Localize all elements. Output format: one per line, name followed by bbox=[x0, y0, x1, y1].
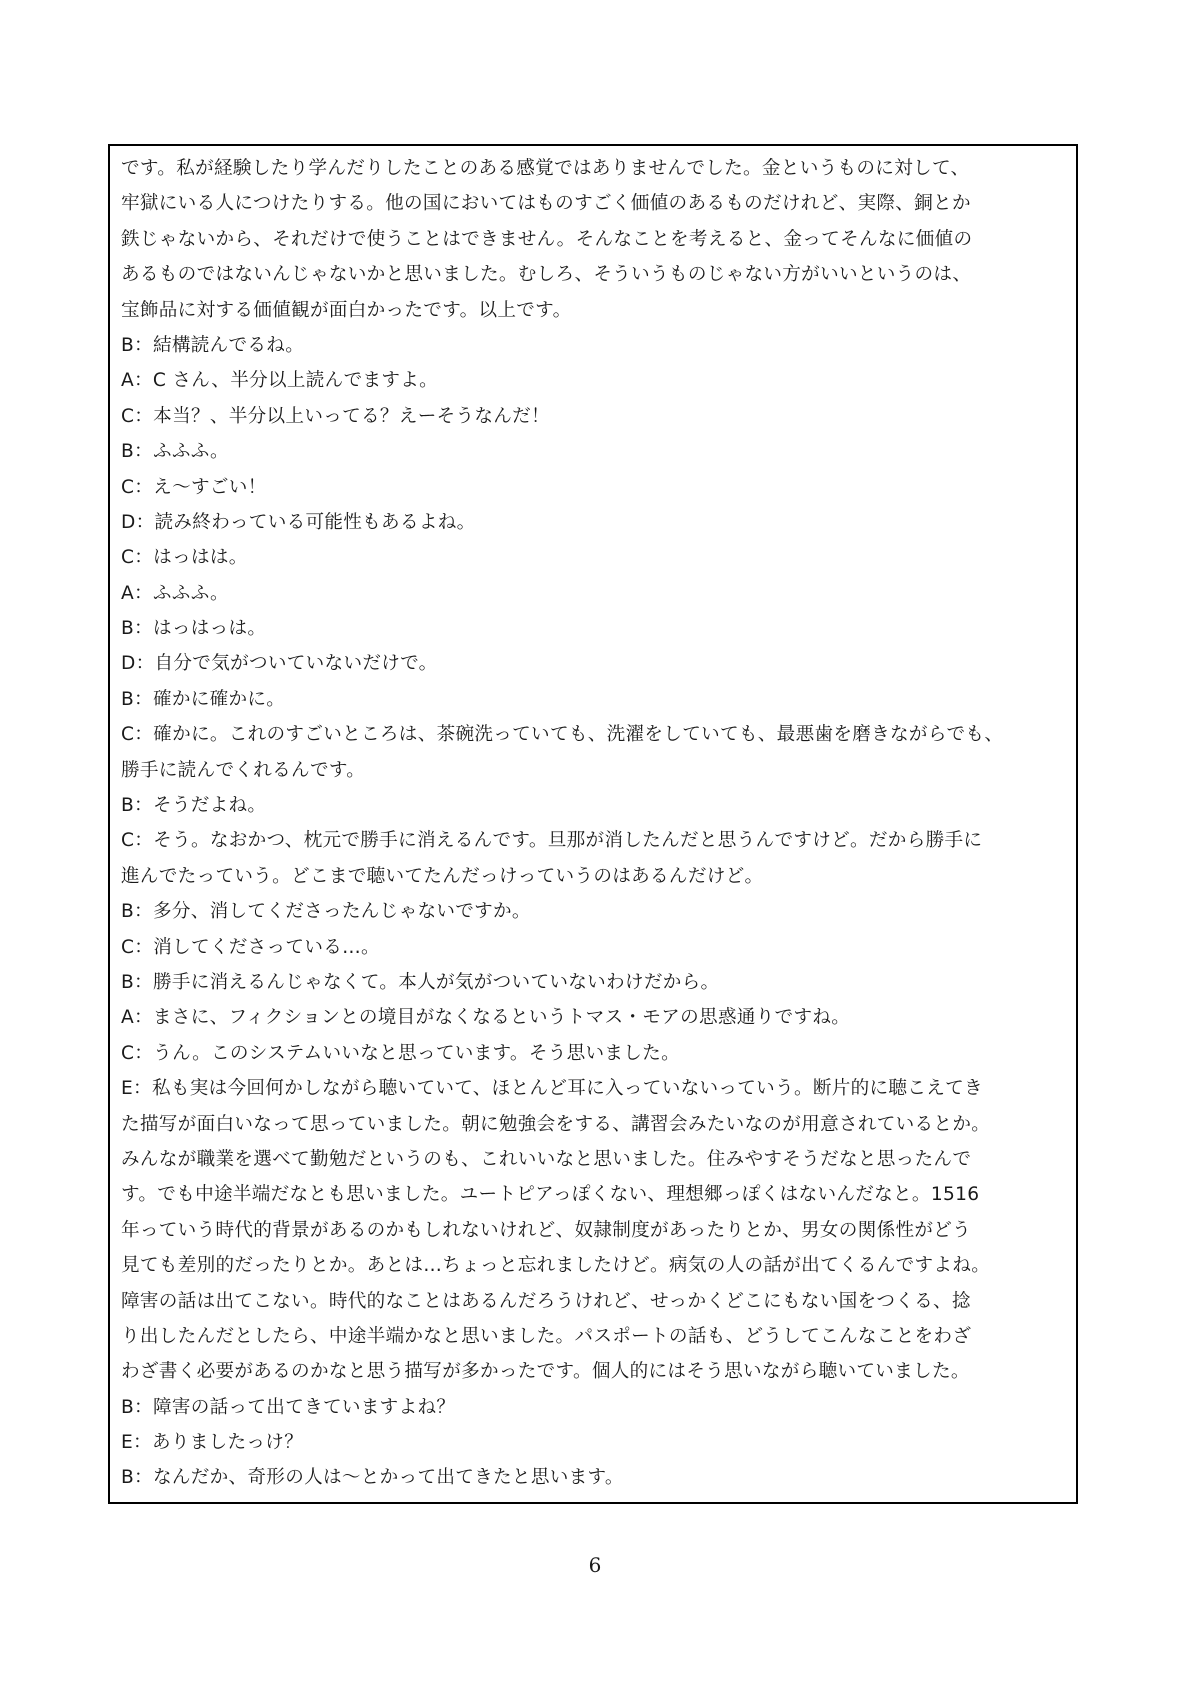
text-line: 鉄じゃないから、それだけで使うことはできません。そんなことを考えると、金ってそんなに価値の bbox=[121, 228, 973, 250]
text-line: B：確かに確かに。 bbox=[121, 688, 286, 710]
text-line: C：本当？、半分以上いってる？えーそうなんだ！ bbox=[121, 405, 550, 427]
text-line: た描写が面白いなって思っていました。朝に勉強会をする、講習会みたいなのが用意されているとか。 bbox=[121, 1113, 991, 1135]
text-line: B：はっはっは。 bbox=[121, 618, 267, 640]
text-line: E：ありましたっけ？ bbox=[121, 1432, 304, 1454]
text-line: 牢獄にいる人につけたりする。他の国においてはものすごく価値のあるものだけれど、実際、銅とか bbox=[121, 193, 971, 215]
text-line: わざ書く必要があるのかなと思う描写が多かったです。個人的にはそう思いながら聴いていました。 bbox=[121, 1361, 970, 1383]
text-line: 進んでたっていう。どこまで聴いてたんだっけっていうのはあるんだけど。 bbox=[121, 865, 764, 887]
text-line: B：障害の話って出てきていますよね？ bbox=[121, 1396, 456, 1418]
text-line: A：C さん、半分以上読んでますよ。 bbox=[121, 370, 439, 392]
text-line: A：まさに、フィクションとの境目がなくなるというトマス・モアの思惑通りですね。 bbox=[121, 1007, 851, 1029]
page-number: 6 bbox=[588, 1553, 602, 1577]
text-line: A：ふふふ。 bbox=[121, 582, 229, 604]
text-line: 宝飾品に対する価値観が面白かったです。以上です。 bbox=[121, 299, 572, 321]
text-line: C：消してくださっている…。 bbox=[121, 936, 380, 958]
text-line: D：自分で気がついていないだけで。 bbox=[121, 653, 438, 675]
text-line: B：多分、消してくださったんじゃないですか。 bbox=[121, 901, 531, 923]
text-line: みんなが職業を選べて勤勉だというのも、これいいなと思いました。住みやすそうだなと思ったんで bbox=[121, 1148, 972, 1170]
text-line: B：ふふふ。 bbox=[121, 441, 229, 463]
text-line: C：うん。このシステムいいなと思っています。そう思いました。 bbox=[121, 1042, 680, 1064]
text-line: B：結構読んでるね。 bbox=[121, 334, 305, 356]
text-line: B：なんだか、奇形の人は～とかって出てきたと思います。 bbox=[121, 1467, 624, 1489]
text-line: 見ても差別的だったりとか。あとは…ちょっと忘れましたけど。病気の人の話が出てくるんですよね。 bbox=[121, 1255, 991, 1277]
text-line: C：え～すごい！ bbox=[121, 476, 267, 498]
text-line: C：確かに。これのすごいところは、茶碗洗っていても、洗濯をしていても、最悪歯を磨きながらでも、 bbox=[121, 724, 1004, 746]
text-line: B：そうだよね。 bbox=[121, 795, 267, 817]
text-line: す。でも中途半端だなとも思いました。ユートピアっぽくない、理想郷っぽくはないんだなと。1516 bbox=[121, 1184, 980, 1206]
text-line: E：私も実は今回何かしながら聴いていて、ほとんど耳に入っていないっていう。断片的に聴こえてき bbox=[121, 1078, 983, 1100]
text-line: 年っていう時代的背景があるのかもしれないけれど、奴隷制度があったりとか、男女の関係性がどう bbox=[121, 1219, 972, 1241]
text-line: です。私が経験したり学んだりしたことのある感覚ではありませんでした。金というものに対して、 bbox=[121, 158, 970, 179]
text-line: り出したんだとしたら、中途半端かなと思いました。パスポートの話も、どうしてこんなことをわざ bbox=[121, 1325, 972, 1347]
text-line: あるものではないんじゃないかと思いました。むしろ、そういうものじゃない方がいいというのは、 bbox=[121, 264, 972, 286]
transcript-frame bbox=[108, 144, 1078, 1504]
text-line: C：そう。なおかつ、枕元で勝手に消えるんです。旦那が消したんだと思うんですけど。だから勝手に bbox=[121, 830, 983, 852]
text-line: C：はっはは。 bbox=[121, 547, 248, 569]
text-line: 勝手に読んでくれるんです。 bbox=[121, 759, 366, 781]
text-line: 障害の話は出てこない。時代的なことはあるんだろうけれど、せっかくどこにもない国をつくる、捻 bbox=[121, 1290, 971, 1312]
text-line: D：読み終わっている可能性もあるよね。 bbox=[121, 511, 476, 533]
text-line: B：勝手に消えるんじゃなくて。本人が気がついていないわけだから。 bbox=[121, 971, 720, 993]
